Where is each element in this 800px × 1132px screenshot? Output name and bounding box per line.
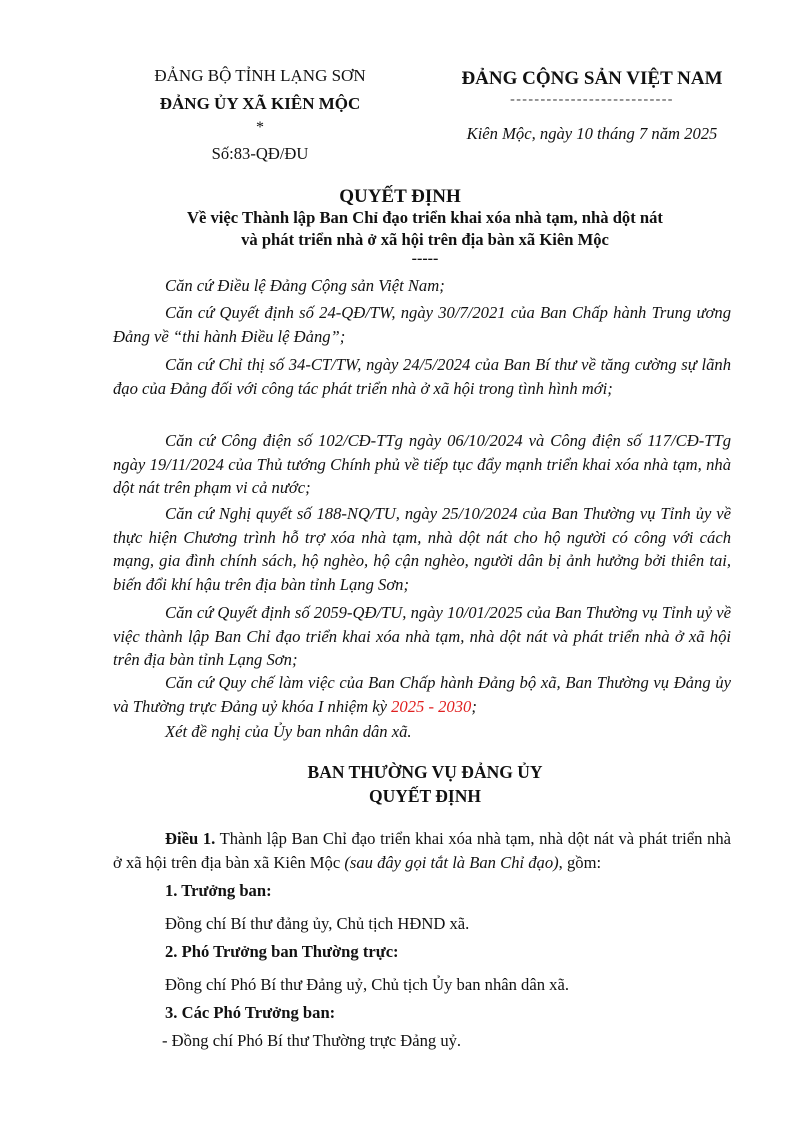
subject-line-2: và phát triển nhà ở xã hội trên địa bàn xã Kiên Mộc	[241, 230, 609, 249]
member-heading: 2. Phó Trưởng ban Thường trực:	[165, 942, 399, 961]
article-1: Điều 1. Thành lập Ban Chỉ đạo triển khai xóa nhà tạm, nhà dột nát và phát triển nhà ở xã hội trên địa bàn xã Kiên Mộc (sau đây gọi tắt là Ban Chỉ đạo), gồm:	[113, 829, 731, 872]
member-heading: 3. Các Phó Trưởng ban:	[165, 1003, 336, 1022]
org-province: ĐẢNG BỘ TỈNH LẠNG SƠN	[154, 66, 366, 85]
basis-item: Căn cứ Công điện số 102/CĐ-TTg ngày 06/10/2024 và Công điện số 117/CĐ-TTg ngày 19/11/2024 của Thủ tướng Chính phủ về tiếp tục đẩy mạnh triển khai xóa nhà tạm, nhà dột nát trên phạm vi cả nước;	[113, 431, 731, 497]
party-name: ĐẢNG CỘNG SẢN VIỆT NAM	[461, 68, 723, 89]
basis-item: Căn cứ Quyết định số 2059-QĐ/TU, ngày 10/01/2025 của Ban Thường vụ Tỉnh uỷ về việc thành lập Ban Chỉ đạo triển khai xóa nhà tạm, nhà dột nát và phát triển nhà ở xã hội trên địa bàn tỉnh Lạng Sơn;	[113, 603, 731, 669]
document-title: QUYẾT ĐỊNH	[339, 186, 461, 207]
org-commune: ĐẢNG ỦY XÃ KIÊN MỘC	[159, 94, 361, 113]
basis-item: Căn cứ Nghị quyết số 188-NQ/TU, ngày 25/10/2024 của Ban Thường vụ Tỉnh ủy về thực hiện Chương trình hỗ trợ xóa nhà tạm, nhà dột nát cho hộ người có công với cách mạng, gia đình chính sách, hộ nghèo, hộ cận nghèo, người dân bị ảnh hưởng bởi thiên tai, biến đổi khí hậu trên địa bàn tỉnh Lạng Sơn;	[113, 504, 731, 594]
subject-line-1: Về việc Thành lập Ban Chỉ đạo triển khai xóa nhà tạm, nhà dột nát	[187, 208, 663, 227]
article-label: Điều 1.	[165, 829, 216, 848]
member-detail: - Đồng chí Phó Bí thư Thường trực Đảng uỷ.	[162, 1031, 462, 1050]
member-detail: Đồng chí Bí thư đảng ủy, Chủ tịch HĐND xã.	[165, 914, 470, 933]
member-detail: Đồng chí Phó Bí thư Đảng uỷ, Chủ tịch Ủy ban nhân dân xã.	[165, 975, 569, 994]
basis-item: Căn cứ Quyết định số 24-QĐ/TW, ngày 30/7/2021 của Ban Chấp hành Trung ương Đảng về “thi hành Điều lệ Đảng”;	[113, 303, 731, 346]
header-divider: ---------------------------	[510, 92, 674, 107]
proposal: Xét đề nghị của Ủy ban nhân dân xã.	[165, 722, 412, 741]
term-years: 2025 - 2030	[391, 696, 472, 716]
doc-number: Số:83-QĐ/ĐU	[211, 144, 309, 163]
place-date: Kiên Mộc, ngày 10 tháng 7 năm 2025	[466, 124, 718, 143]
basis-rules: Căn cứ Quy chế làm việc của Ban Chấp hành Đảng bộ xã, Ban Thường vụ Đảng ủy và Thường trực Đảng uỷ khóa I nhiệm kỳ 2025 - 2030;	[113, 673, 731, 716]
standing-committee-heading: BAN THƯỜNG VỤ ĐẢNG ỦY	[307, 762, 543, 782]
basis-item: Căn cứ Chỉ thị số 34-CT/TW, ngày 24/5/2024 của Ban Bí thư về tăng cường sự lãnh đạo của Đảng đối với công tác phát triển nhà ở xã hội trong tình hình mới;	[113, 355, 731, 398]
title-separator: -----	[411, 250, 439, 267]
basis-item: Căn cứ Điều lệ Đảng Cộng sản Việt Nam;	[165, 276, 445, 295]
member-heading: 1. Trưởng ban:	[165, 881, 272, 900]
star-mark: *	[256, 119, 264, 136]
decision-heading: QUYẾT ĐỊNH	[369, 786, 481, 806]
